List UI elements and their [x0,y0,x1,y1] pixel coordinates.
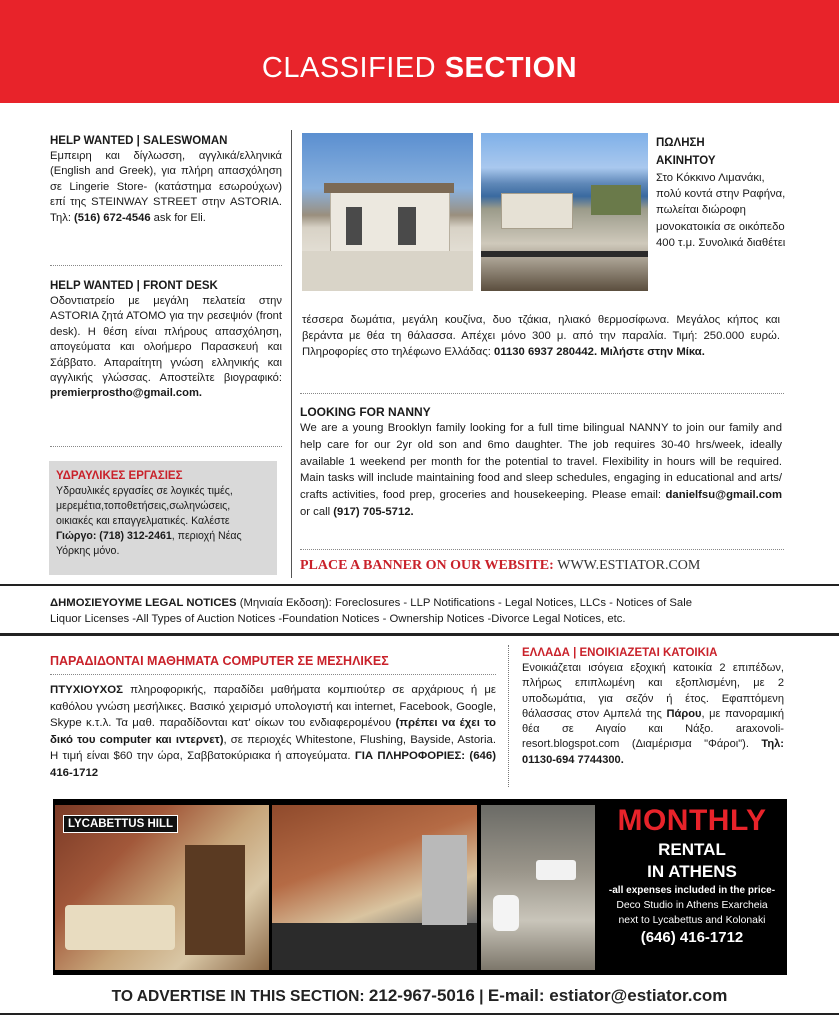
ad-rental-title: ΕΛΛΑΔΑ | ΕΝΟΙΚΙΑΖΕΤΑΙ ΚΑΤΟΙΚΙΑ [522,647,718,659]
ad-saleswoman-phone[interactable]: (516) 672-4546 [74,211,151,224]
ad-frontdesk-title: HELP WANTED | FRONT DESK [50,280,218,292]
ad-saleswoman-text: Εμπειρη και δίγλωσση, αγγλικά/ελληνικά (English and Greek), για πλήρη απασχόληση σε Lingerie Store- (κατάστημα εσωρούχων) επί της STEINWAY STREET στην ASTORIA. Τηλ: [50,150,282,224]
ad-property-side [656,134,791,251]
legal-line1: Foreclosures - LLP Notifications - Legal Notices, LLCs - Notices of Sale [334,597,693,609]
ad-athens-line5: Deco Studio in Athens Exarcheia [616,900,768,911]
ad-nanny-text: We are a young Brooklyn family looking for a full time bilingual NANNY to join our family and help care for our 2yr old son and 6mo daughter. The job requires 30-40 hrs/week, ideally available 1 weekend per month for the potential to travel. Flexibility in hours will be required. Main tasks will include maintaining food and sleep schedules, engaging in educational and arts/ crafts activities, food prep, groceries and housekeeping. Please email: [300,422,782,502]
section-header [0,0,839,103]
ad-nanny-phone[interactable]: (917) 705-5712. [333,505,414,518]
column-divider [291,130,292,578]
ad-computer-text1: πληροφορικής, παραδίδει μαθήματα κομπιούτερ σε αρχάριους ή με καθόλου γνώση μεσήλικες. Βασικό χειρισμό υπολογιστή και internet, Facebook, Google, Skype κ.τ.λ. Τα μαθ. παραδίδονται κατ' οίκων του ενδιαφερομένου [50,684,497,730]
ad-plumbing-contact[interactable]: Γιώργο: (718) 312-2461 [56,530,172,542]
divider [0,633,839,636]
photo-bathroom [481,805,595,970]
legal-notices [50,595,790,627]
website-banner [300,557,784,575]
ad-plumbing-text: Υδραυλικές εργασίες σε λογικές τιμές, μερεμέτια,τοποθετήσεις,σωληνώσεις, οικιακές και επαγγελματικές. Καλέστε [56,485,233,527]
ad-computer-emph: (πρέπει να έχει το δικό του computer και ιντερνετ) [50,717,496,746]
ad-rental-phone[interactable]: Τηλ: 01130-694 7744300. [522,738,784,766]
ad-athens-headline: MONTHLY [617,804,767,837]
ad-property-side-text: Στο Κόκκινο Λιμανάκι, πολύ κοντά στην Ραφήνα, πωλείται διώροφη μονοκατοικία σε οικόπεδο 400 τ.μ. Συνολικά διαθέτει [656,172,786,249]
ad-rental-place: Πάρου [666,707,702,720]
legal-subtitle: (Μηνιαία Εκδοση): [239,597,332,609]
header-title-light: CLASSIFIED [261,52,437,84]
ad-computer-text2: , σε περιοχές Whitestone, Flushing, Bayside, Astoria. Η τιμή είναι $60 την ώρα, Σαββατοκύριακα ή απογεύματα. [50,733,496,763]
ad-nanny-title: LOOKING FOR NANNY [300,405,431,419]
ad-computer [50,654,496,782]
ad-rental-greece [522,646,784,768]
ad-computer-body [50,682,496,782]
ad-nanny-or-call: or call [300,505,331,518]
ad-athens-text [597,803,787,948]
property-photo-sea-view [481,133,648,291]
divider [50,446,282,447]
ad-saleswoman [50,134,282,226]
ad-frontdesk [50,279,282,402]
ad-computer-title: ΠΑΡΑΔΙΔΟΝΤΑΙ ΜΑΘΗΜΑΤΑ COMPUTER ΣΕ ΜΕΣΗΛΙΚΕΣ [50,654,389,668]
divider [0,1013,839,1015]
divider [300,549,784,550]
ad-nanny [300,404,782,521]
footer [0,986,839,1007]
divider [50,265,282,266]
ad-athens-line2: RENTAL [658,840,726,859]
ad-nanny-body [300,420,782,521]
ad-frontdesk-text: Οδοντιατρείο με μεγάλη πελατεία στην ASTORIA ζητά ΑΤΟΜΟ για την ρεσεψιόν (front desk). Η θέση είναι πλήρους απασχόληση, απογεύματα και ολοήμερο Παρασκευή και Σάββατο. Απαραίτητη γνώση ελληνικής και αγγλικής γλώσσας. Αποστείλτε βιογραφικό: [50,295,282,385]
ad-nanny-email[interactable]: danielfsu@gmail.com [665,489,782,502]
ad-property-title-1: ΠΩΛΗΣΗ [656,137,705,149]
ad-athens-phone[interactable]: (646) 416-1712 [640,929,744,946]
ad-property-contact[interactable]: 01130 6937 280442. Μιλήστε στην Μίκα. [494,346,705,359]
footer-phone[interactable]: 212-967-5016 [368,986,475,1005]
ad-computer-lead: ΠΤΥΧΙΟΥΧΟΣ [50,684,123,696]
ad-property-body [302,312,780,361]
ad-rental-text1: Ενοικιάζεται ισόγεια εξοχική κατοικία 2 επιπέδων, πλήρως επιπλωμένη και εξοπλισμένη, με 2 υποδωμάτια, για σεζόν ή έτος. Εφαπτόμενη θάλασσας στον Αμπελά της [522,662,784,720]
footer-label: TO ADVERTISE IN THIS SECTION: [111,988,365,1005]
ad-property-title-2: ΑΚΙΝΗΤΟΥ [656,155,716,167]
divider [50,674,496,675]
photo-label: LYCABETTUS HILL [63,815,178,833]
column-divider [508,645,509,787]
photo-living-room [55,805,269,970]
header-title-bold: SECTION [444,52,578,84]
website-banner-url[interactable]: WWW.ESTIATOR.COM [557,558,701,573]
legal-line2: Liquor Licenses -All Types of Auction Notices -Foundation Notices - Ownership Notices -Divorce Legal Notices, etc. [50,613,626,625]
ad-plumbing-suffix: , περιοχή Νέας Υόρκης μόνο. [56,530,242,557]
ad-rental-body [522,661,784,768]
ad-plumbing-body [56,484,270,559]
ad-plumbing-title: ΥΔΡΑΥΛΙΚΕΣ ΕΡΓΑΣΙΕΣ [56,470,183,482]
ad-property-text: τέσσερα δωμάτια, μεγάλη κουζίνα, δυο τζάκια, ηλιακό θερμοσίφωνα. Μεγάλος κήπος και βεράντα με θέα τη θάλασσα. Απέχει μόνο 300 μ. από την παραλία. Τιμή: 250.000 ευρώ. Πληροφορίες στο τηλέφωνο Ελλάδας: [302,314,780,359]
ad-frontdesk-body [50,294,282,402]
ad-frontdesk-email[interactable]: premierprostho@gmail.com. [50,387,203,400]
footer-sep: | [479,988,484,1005]
ad-saleswoman-title: HELP WANTED | SALESWOMAN [50,135,228,147]
divider [300,393,784,394]
ad-saleswoman-body [50,149,282,226]
ad-athens-line3: IN ATHENS [647,862,737,881]
ad-rental-text2: , με πανοραμική θέα σε Αιγαίο και Νάξο. araxovoli-resort.blogspot.com (Διαμέρισμα "Φάροι"). [522,707,784,751]
ad-saleswoman-suffix: ask for Eli. [153,211,206,224]
property-photo-house [302,133,473,291]
ad-plumbing [49,461,277,575]
divider [0,584,839,586]
ad-athens-line4: -all expenses included in the price- [608,885,776,896]
photo-kitchen [272,805,477,970]
footer-email[interactable]: E-mail: estiator@estiator.com [487,986,728,1005]
ad-computer-contact[interactable]: ΓΙΑ ΠΛΗΡΟΦΟΡΙΕΣ: (646) 416-1712 [50,750,496,779]
website-banner-text: PLACE A BANNER ON OUR WEBSITE: [300,558,554,573]
ad-athens [53,799,787,975]
legal-title: ΔΗΜΟΣΙΕΥΟΥΜΕ LEGAL NOTICES [50,597,237,609]
ad-athens-line6: next to Lycabettus and Kolonaki [618,915,766,926]
